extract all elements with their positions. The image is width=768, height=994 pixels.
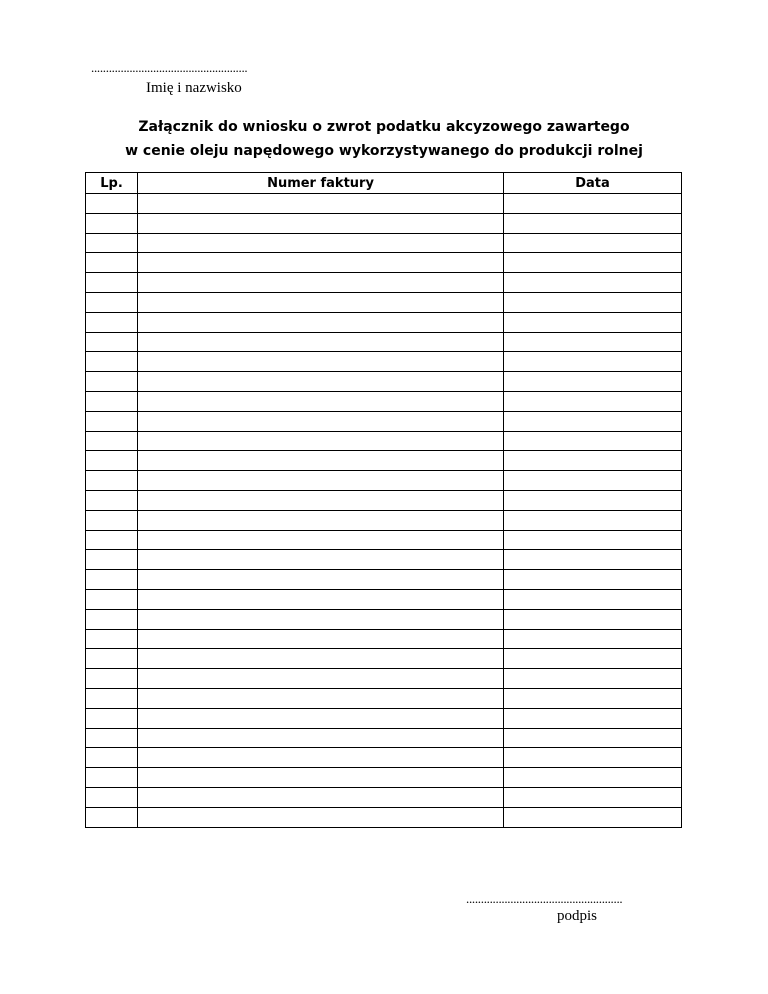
cell-invoice-number[interactable] [138,688,504,708]
cell-invoice-number[interactable] [138,728,504,748]
cell-date[interactable] [504,411,682,431]
cell-invoice-number[interactable] [138,273,504,293]
cell-date[interactable] [504,649,682,669]
cell-lp[interactable] [86,352,138,372]
cell-date[interactable] [504,748,682,768]
invoice-table [85,172,682,828]
cell-date[interactable] [504,807,682,827]
table-row [86,629,682,649]
table-row [86,688,682,708]
cell-date[interactable] [504,352,682,372]
cell-invoice-number[interactable] [138,570,504,590]
document-title-line-2: w cenie oleju napędowego wykorzystywanego do produkcji rolnej [125,143,643,159]
cell-lp[interactable] [86,570,138,590]
cell-lp[interactable] [86,332,138,352]
table-row [86,570,682,590]
cell-lp[interactable] [86,312,138,332]
cell-lp[interactable] [86,372,138,392]
cell-invoice-number[interactable] [138,391,504,411]
cell-date[interactable] [504,273,682,293]
cell-invoice-number[interactable] [138,510,504,530]
table-row [86,589,682,609]
cell-lp[interactable] [86,688,138,708]
cell-invoice-number[interactable] [138,332,504,352]
cell-invoice-number[interactable] [138,253,504,273]
cell-date[interactable] [504,550,682,570]
cell-invoice-number[interactable] [138,451,504,471]
table-row [86,391,682,411]
table-row [86,411,682,431]
cell-invoice-number[interactable] [138,213,504,233]
cell-lp[interactable] [86,807,138,827]
table-row [86,451,682,471]
cell-lp[interactable] [86,728,138,748]
cell-lp[interactable] [86,768,138,788]
cell-date[interactable] [504,194,682,214]
cell-lp[interactable] [86,292,138,312]
cell-lp[interactable] [86,273,138,293]
table-row [86,609,682,629]
signature-placeholder-line: ..................................................... [466,891,623,906]
cell-invoice-number[interactable] [138,708,504,728]
cell-invoice-number[interactable] [138,629,504,649]
cell-date[interactable] [504,292,682,312]
cell-date[interactable] [504,688,682,708]
column-header-date: Data [504,173,682,194]
cell-date[interactable] [504,332,682,352]
cell-invoice-number[interactable] [138,807,504,827]
cell-date[interactable] [504,609,682,629]
table-row [86,728,682,748]
document-title-line-1: Załącznik do wniosku o zwrot podatku akcyzowego zawartego [138,119,630,135]
table-body [86,194,682,828]
cell-date[interactable] [504,629,682,649]
cell-date[interactable] [504,510,682,530]
table-row [86,748,682,768]
cell-lp[interactable] [86,708,138,728]
cell-date[interactable] [504,213,682,233]
cell-lp[interactable] [86,530,138,550]
cell-lp[interactable] [86,213,138,233]
table-row [86,530,682,550]
cell-invoice-number[interactable] [138,530,504,550]
cell-invoice-number[interactable] [138,352,504,372]
table-row [86,490,682,510]
column-header-invoice-number: Numer faktury [138,173,504,194]
cell-date[interactable] [504,768,682,788]
cell-invoice-number[interactable] [138,768,504,788]
name-caption: Imię i nazwisko [146,80,242,96]
table-row [86,471,682,491]
cell-invoice-number[interactable] [138,411,504,431]
cell-date[interactable] [504,530,682,550]
cell-date[interactable] [504,431,682,451]
cell-date[interactable] [504,728,682,748]
cell-lp[interactable] [86,471,138,491]
cell-date[interactable] [504,589,682,609]
name-placeholder-line: ..................................................... [91,60,248,75]
cell-date[interactable] [504,451,682,471]
cell-date[interactable] [504,312,682,332]
table-row [86,233,682,253]
cell-date[interactable] [504,253,682,273]
table-row [86,649,682,669]
cell-lp[interactable] [86,253,138,273]
cell-date[interactable] [504,391,682,411]
cell-invoice-number[interactable] [138,609,504,629]
cell-invoice-number[interactable] [138,649,504,669]
document-title [0,115,768,163]
table-row [86,332,682,352]
cell-date[interactable] [504,372,682,392]
table-row [86,253,682,273]
cell-lp[interactable] [86,510,138,530]
cell-invoice-number[interactable] [138,787,504,807]
cell-date[interactable] [504,471,682,491]
cell-date[interactable] [504,669,682,689]
table-row [86,807,682,827]
table-row [86,312,682,332]
cell-lp[interactable] [86,609,138,629]
signature-caption: podpis [557,908,598,924]
cell-invoice-number[interactable] [138,748,504,768]
table-row [86,431,682,451]
cell-invoice-number[interactable] [138,292,504,312]
cell-lp[interactable] [86,787,138,807]
cell-lp[interactable] [86,194,138,214]
table-row [86,787,682,807]
table-row [86,372,682,392]
cell-date[interactable] [504,490,682,510]
cell-invoice-number[interactable] [138,550,504,570]
cell-date[interactable] [504,233,682,253]
cell-date[interactable] [504,570,682,590]
cell-lp[interactable] [86,451,138,471]
cell-lp[interactable] [86,391,138,411]
cell-invoice-number[interactable] [138,471,504,491]
cell-lp[interactable] [86,233,138,253]
table-row [86,550,682,570]
cell-lp[interactable] [86,589,138,609]
cell-date[interactable] [504,708,682,728]
table-row [86,768,682,788]
cell-invoice-number[interactable] [138,431,504,451]
cell-lp[interactable] [86,411,138,431]
table-row [86,273,682,293]
cell-lp[interactable] [86,629,138,649]
table-row [86,510,682,530]
cell-invoice-number[interactable] [138,312,504,332]
cell-invoice-number[interactable] [138,372,504,392]
cell-lp[interactable] [86,748,138,768]
table-row [86,352,682,372]
cell-lp[interactable] [86,431,138,451]
table-header-row [86,173,682,194]
table-row [86,292,682,312]
table-row [86,194,682,214]
cell-invoice-number[interactable] [138,669,504,689]
cell-invoice-number[interactable] [138,233,504,253]
table-row [86,213,682,233]
cell-invoice-number[interactable] [138,490,504,510]
cell-lp[interactable] [86,669,138,689]
table-row [86,708,682,728]
cell-invoice-number[interactable] [138,589,504,609]
cell-lp[interactable] [86,490,138,510]
cell-date[interactable] [504,787,682,807]
column-header-lp: Lp. [86,173,138,194]
cell-lp[interactable] [86,550,138,570]
table-row [86,669,682,689]
cell-lp[interactable] [86,649,138,669]
cell-invoice-number[interactable] [138,194,504,214]
